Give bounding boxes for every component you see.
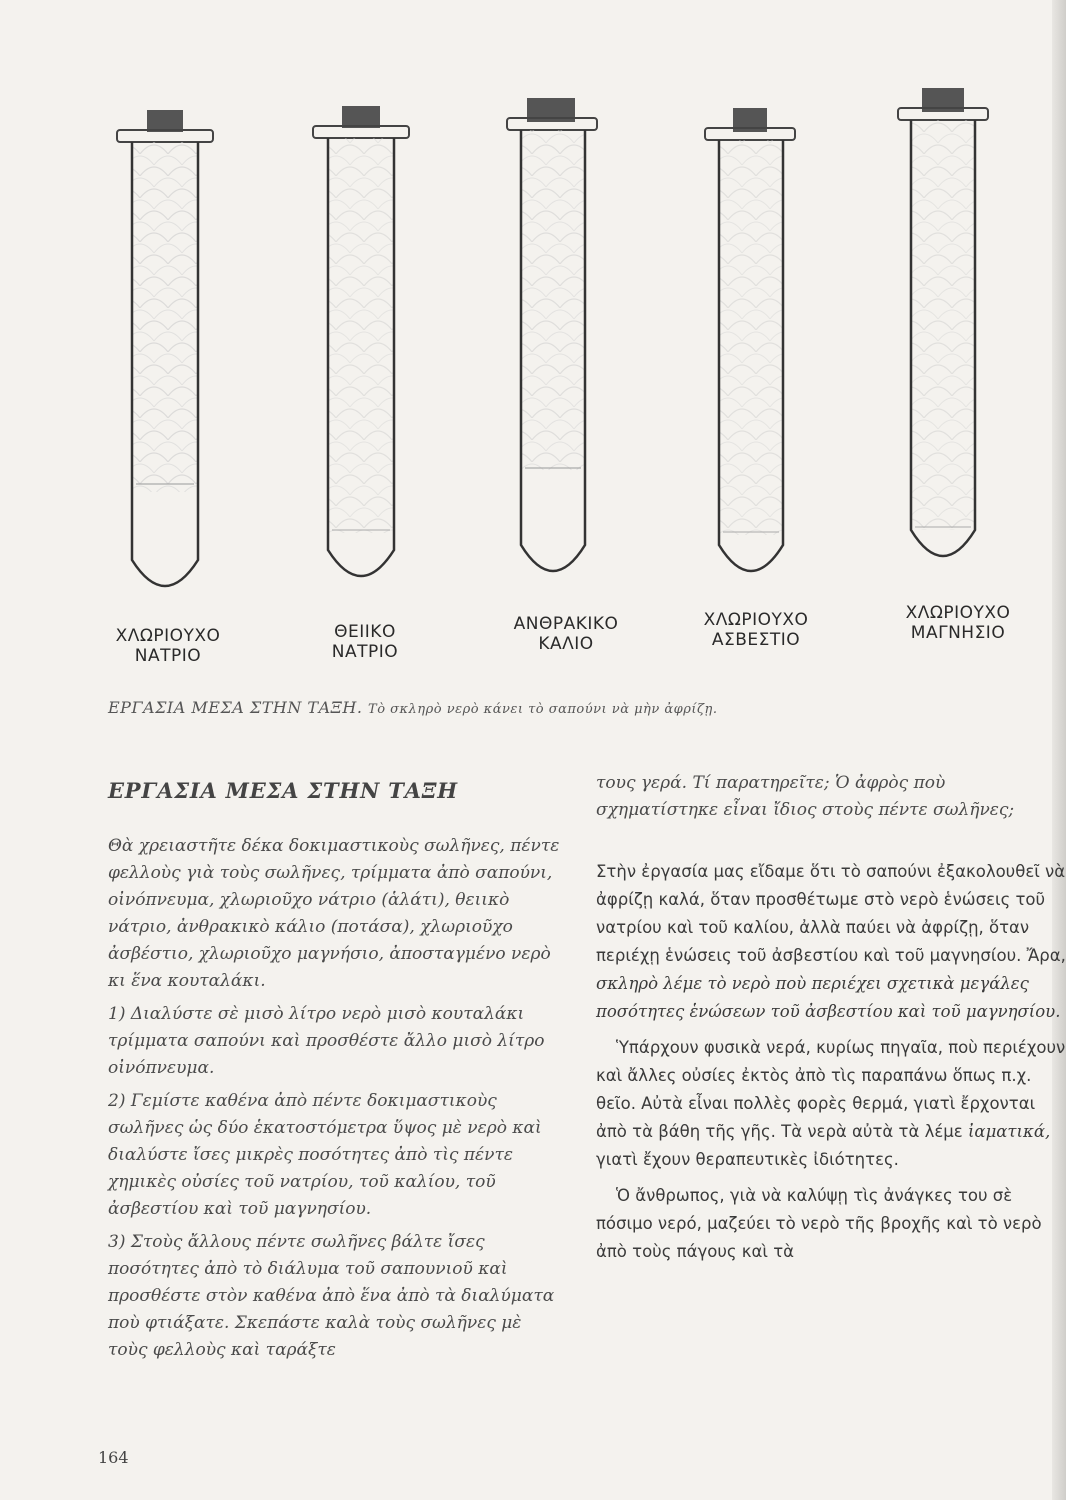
test-tube-5 [898,88,988,556]
test-tube-2 [313,106,409,576]
section-heading: ΕΡΓΑΣΙΑ ΜΕΣΑ ΣΤΗΝ ΤΑΞΗ [108,778,458,803]
step-1: 1) Διαλύστε σὲ μισὸ λίτρο νερὸ μισὸ κουταλάκι τρίμματα σαπούνι καὶ προσθέστε ἄλλο μισὸ λίτρο οἰνόπνευμα. [108,1004,545,1078]
right-column [596,770,1066,1274]
figure-caption [108,698,1008,717]
tube-label-5 [868,603,1048,643]
tube-label-5-line2: ΜΑΓΝΗΣΙΟ [910,623,1006,643]
materials-paragraph: Θὰ χρειαστῆτε δέκα δοκιμαστικοὺς σωλῆνες, πέντε φελλοὺς γιὰ τοὺς σωλῆνες, τρίμματα ἀπὸ σαπούνι, οἰνόπνευμα, χλωριοῦχο νάτριο (ἁλάτι), θειικὸ νάτριο, ἀνθρακικὸ κάλιο (ποτάσα), χλωριοῦχο ἀσβέστιο, χλωριοῦχο μαγνήσιο, ἀποσταγμένο νερὸ κι ἕνα κουταλάκι. [108,836,560,991]
drinking-water-paragraph: Ὁ ἄνθρωπος, γιὰ νὰ καλύψῃ τὶς ἀνάγκες του σὲ πόσιμο νερό, μαζεύει τὸ νερὸ τῆς βροχῆς καὶ τὸ νερὸ ἀπὸ τοὺς πάγους καὶ τὰ [596,1186,1042,1261]
mineral-water-term: ἰαματικά, [967,1122,1051,1141]
tube-label-4-line1: ΧΛΩΡΙΟΥΧΟ [703,610,809,630]
test-tubes-illustration [0,0,1066,700]
mineral-water-end: γιατὶ ἔχουν θεραπευτικὲς ἰδιότητες. [596,1150,899,1169]
tube-label-1-line1: ΧΛΩΡΙΟΥΧΟ [115,626,221,646]
tube-label-3 [476,614,656,654]
hard-water-paragraph [596,858,1066,1026]
hard-water-definition: σκληρὸ λέμε τὸ νερὸ ποὺ περιέχει σχετικὰ μεγάλες ποσότητες ἑνώσεων τοῦ ἀσβεστίου καὶ τοῦ μαγνησίου. [596,974,1061,1021]
tube-label-2 [275,622,455,662]
tube-label-4 [666,610,846,650]
tube-label-4-line2: ΑΣΒΕΣΤΙΟ [711,630,801,650]
mineral-water-text: Ὑπάρχουν φυσικὰ νερά, κυρίως πηγαῖα, ποὺ περιέχουν καὶ ἄλλες οὐσίες ἐκτὸς ἀπὸ τὶς παραπάνω ὅπως π.χ. θεῖο. Αὐτὰ εἶναι πολλὲς φορὲς θερμά, γιατὶ ἔρχονται ἀπὸ τὰ βάθη τῆς γῆς. Τὰ νερὰ αὐτὰ τὰ λέμε [596,1038,1066,1141]
hard-water-text: Στὴν ἐργασία μας εἴδαμε ὅτι τὸ σαπούνι ἐξακολουθεῖ νὰ ἀφρίζῃ καλά, ὅταν προσθέτωμε στὸ νερὸ ἑνώσεις τοῦ νατρίου καὶ τοῦ καλίου, ἀλλὰ παύει νὰ ἀφρίζῃ, ὅταν περιέχῃ ἑνώσεις τοῦ ἀσβεστίου καὶ τοῦ μαγνησίου. Ἄρα, [596,862,1066,965]
step-3: 3) Στοὺς ἄλλους πέντε σωλῆνες βάλτε ἴσες ποσότητες ἀπὸ τὸ διάλυμα τοῦ σαπουνιοῦ καὶ προσθέστε στὸν καθένα ἀπὸ ἕνα ἀπὸ τὰ διαλύματα ποὺ φτιάξατε. Σκεπάστε καλὰ τοὺς σωλῆνες μὲ τοὺς φελλοὺς καὶ ταράξτε [108,1232,555,1360]
caption-text: Τὸ σκληρὸ νερὸ κάνει τὸ σαπούνι νὰ μὴν ἀφρίζῃ. [368,702,718,717]
test-tube-1 [117,110,213,586]
tube-label-1-line2: ΝΑΤΡΙΟ [134,646,202,666]
tube-label-3-line2: ΚΑΛΙΟ [538,634,594,654]
page-number: 164 [98,1448,129,1467]
tube-label-1 [78,626,258,666]
caption-title: ΕΡΓΑΣΙΑ ΜΕΣΑ ΣΤΗΝ ΤΑΞΗ. [108,698,363,717]
tube-label-2-line2: ΝΑΤΡΙΟ [331,642,399,662]
tube-label-2-line1: ΘΕΙΙΚΟ [334,622,396,642]
continuation-paragraph: τους γερά. Τί παρατηρεῖτε; Ὁ ἀφρὸς ποὺ σχηματίστηκε εἶναι ἴδιος στοὺς πέντε σωλῆνες; [596,773,1015,820]
step-2: 2) Γεμίστε καθένα ἀπὸ πέντε δοκιμαστικοὺς σωλῆνες ὡς δύο ἑκατοστόμετρα ὕψος μὲ νερὸ καὶ διαλύστε ἴσες μικρὲς ποσότητες ἀπὸ τὶς πέντε χημικὲς οὐσίες τοῦ νατρίου, τοῦ καλίου, τοῦ ἀσβεστίου καὶ τοῦ μαγνησίου. [108,1091,542,1219]
mineral-water-paragraph [596,1034,1066,1174]
tube-label-3-line1: ΑΝΘΡΑΚΙΚΟ [513,614,619,634]
test-tube-3 [507,98,597,571]
tube-label-5-line1: ΧΛΩΡΙΟΥΧΟ [905,603,1011,623]
test-tube-4 [705,108,795,571]
left-column [108,778,563,1370]
